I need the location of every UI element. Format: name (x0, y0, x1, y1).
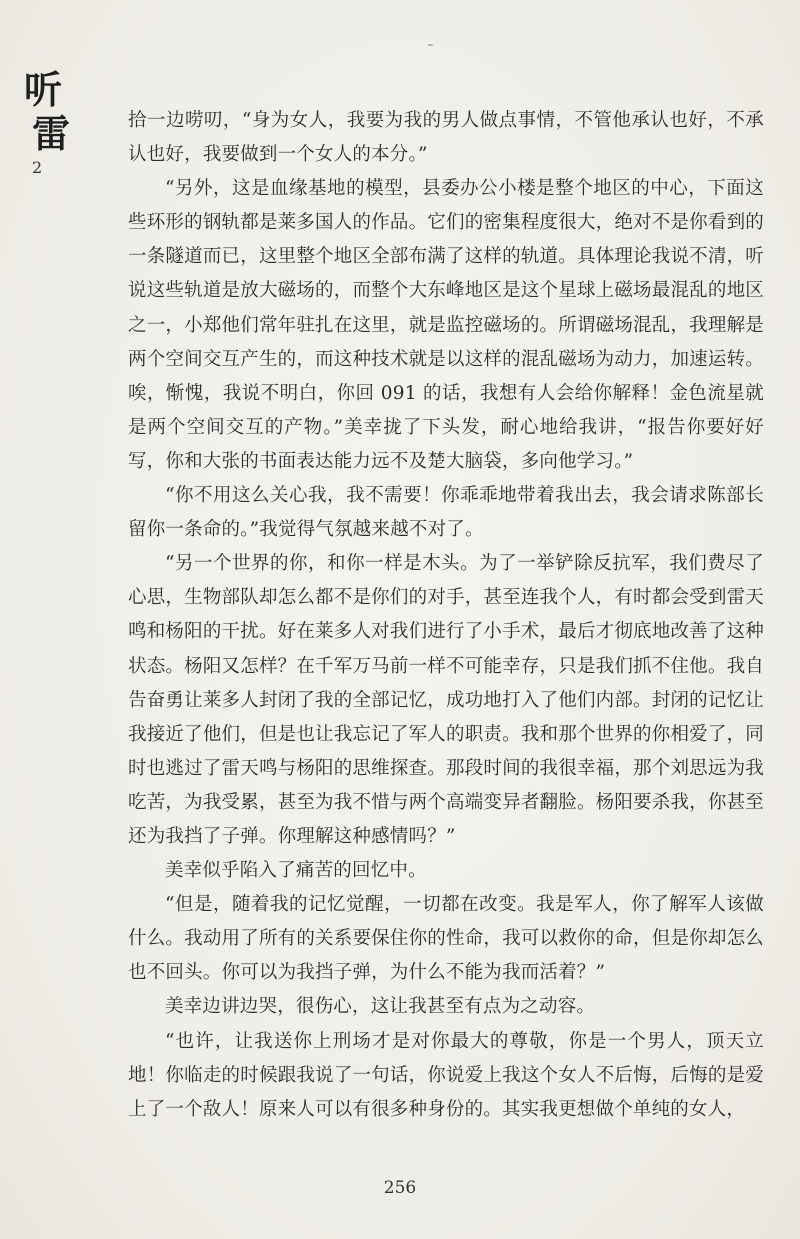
paragraph-2: “另外，这是血缘基地的模型，县委办公小楼是整个地区的中心，下面这些环形的钢轨都是莱多国人的作品。它们的密集程度很大，绝对不是你看到的一条隧道而已，这里整个地区全部布满了这样的轨道。具体理论我说不清，听说这些轨道是放大磁场的，而整个大东峰地区是这个星球上磁场最混乱的地区之一，小郑他们常年驻扎在这里，就是监控磁场的。所谓磁场混乱，我理解是两个空间交互产生的，而这种技术就是以这样的混乱磁场为动力，加速运转。唉，惭愧，我说不明白，你回 091 的话，我想有人会给你解释！金色流星就是两个空间交互的产物。”美幸拢了下头发，耐心地给我讲，“报告你要好好写，你和大张的书面表达能力远不及楚大脑袋，多向他学习。” (128, 178, 764, 472)
body-text (128, 104, 764, 1127)
paragraph-4: “另一个世界的你，和你一样是木头。为了一举铲除反抗军，我们费尽了心思，生物部队却怎么都不是你们的对手，甚至连我个人，有时都会受到雷天鸣和杨阳的干扰。好在莱多人对我们进行了小手术，最后才彻底地改善了这种状态。杨阳又怎样？在千军万马前一样不可能幸存，只是我们抓不住他。我自告奋勇让莱多人封闭了我的全部记忆，成功地打入了他们内部。封闭的记忆让我接近了他们，但是也让我忘记了军人的职责。我和那个世界的你相爱了，同时也逃过了雷天鸣与杨阳的思维探查。那段时间的我很幸福，那个刘思远为我吃苦，为我受累，甚至为我不惜与两个高端变异者翻脸。杨阳要杀我，你甚至还为我挡了子弹。你理解这种感情吗？” (128, 553, 764, 847)
paragraph-6: “但是，随着我的记忆觉醒，一切都在改变。我是军人，你了解军人该做什么。我动用了所有的关系要保住你的性命，我可以救你的命，但是你却怎么也不回头。你可以为我挡子弹，为什么不能为我而活着？” (128, 894, 764, 984)
volume-number: 2 (32, 158, 43, 177)
page-number: 256 (383, 1178, 417, 1198)
paragraph-7: 美幸边讲边哭，很伤心，这让我甚至有点为之动容。 (165, 996, 596, 1018)
paragraph-1: 拾一边唠叨，“身为女人，我要为我的男人做点事情，不管他承认也好，不承认也好，我要做到一个女人的本分。” (128, 110, 764, 166)
paper-speck (428, 44, 433, 46)
paragraph-3: “你不用这么关心我，我不需要！你乖乖地带着我出去，我会请求陈部长留你一条命的。”我觉得气氛越来越不对了。 (128, 485, 764, 541)
paragraph-8: “也许，让我送你上刑场才是对你最大的尊敬，你是一个男人，顶天立地！你临走的时候跟我说了一句话，你说爱上我这个女人不后悔，后悔的是爱上了一个敌人！原来人可以有很多种身份的。其实我更想做个单纯的女人， (128, 1030, 764, 1120)
running-header (24, 68, 94, 177)
book-title-char-2: 雷 (32, 111, 71, 156)
book-title-char-1: 听 (24, 67, 63, 112)
paragraph-5: 美幸似乎陷入了痛苦的回忆中。 (165, 860, 427, 882)
